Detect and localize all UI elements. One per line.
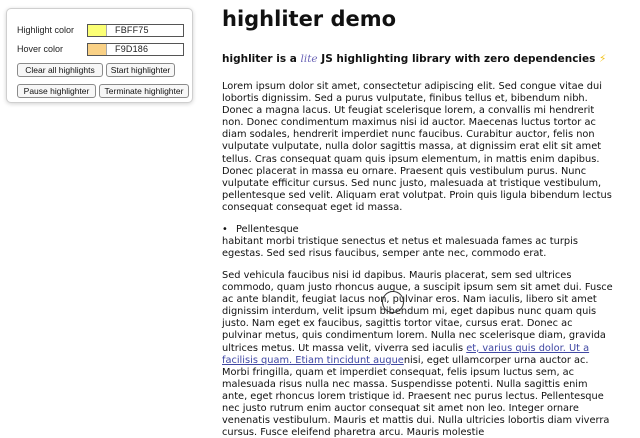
list-item-text: Pellentesque [236, 224, 299, 235]
start-highlighter-button[interactable]: Start highlighter [106, 63, 175, 77]
clear-all-highlights-button[interactable]: Clear all highlights [17, 63, 103, 77]
paragraph-3-text-start: Sed vehicula faucibus nisi id dapibus. Mauris placerat, sem sed ultrices commodo, quam justo rhoncus augue, a suscipit ipsum sem sit amet dui. Fusce ac ante blandit, feugiat lacus non, pulvinar eros. Nam iaculis, libero sit amet dignissim interdum, velit ipsum bibendum mi, eget dapibus nunc quam quis justo. Nam eget ex faucibus, sagittis tortor vitae, cursus erat. Donec ac pulvinar metus, quis condimentum lorem. Nulla nec scelerisque diam, gravida ultrices metus. Ut massa velit, viverra sed iaculis [222, 270, 613, 354]
bullet-icon: • [222, 224, 228, 235]
highlight-color-input[interactable] [87, 24, 184, 37]
lightning-icon: ⚡ [599, 53, 607, 65]
paragraph-2: habitant morbi tristique senectus et netus et malesuada fames ac turpis egestas. Sed sed risus faucibus, semper ante nec, commodo erat. [222, 236, 578, 260]
hover-color-input[interactable] [87, 43, 184, 56]
terminate-highlighter-button[interactable]: Terminate highlighter [99, 84, 189, 98]
hover-color-row [17, 42, 184, 56]
highlight-color-row [17, 23, 184, 37]
tagline [222, 53, 606, 65]
pause-highlighter-button[interactable]: Pause highlighter [17, 84, 96, 98]
hover-color-value: F9D186 [115, 44, 149, 54]
tagline-prefix: highliter is a [222, 53, 301, 65]
paragraph-3-text-end: nisi, eget ullamcorper urna auctor ac. Morbi fringilla, quam et imperdiet consequat, felis ipsum luctus sem, ac malesuada risus nulla nec massa. Suspendisse potenti. Nulla sagittis enim ante, eget rhoncus lorem tristique id. Praesent nec purus lectus. Pellentesque nec justo rutrum enim auctor consequat sit amet non leo. Integer ornare venenatis vestibulum. Mauris et mattis dui. Nulla ultricies lobortis diam viverra cursus. Fusce eleifend pharetra arcu. Mauris molestie [222, 354, 610, 438]
hover-color-swatch[interactable] [88, 44, 107, 55]
highlight-color-swatch[interactable] [88, 25, 107, 36]
tagline-suffix: JS highlighting library with zero dependencies [317, 53, 600, 65]
tagline-lite: lite [300, 53, 318, 65]
highlight-color-label: Highlight color [17, 25, 75, 35]
highlight-color-value: FBFF75 [115, 25, 149, 35]
paragraph-3-link[interactable]: et, varius quis dolor. Ut a facilisis quam. Etiam tincidunt augue [222, 342, 590, 366]
list-item [222, 224, 299, 236]
page-title: highliter demo [222, 7, 397, 31]
paragraph-1: Lorem ipsum dolor sit amet, consectetur adipiscing elit. Sed congue vitae dui lobortis dignissim. Sed a purus vulputate, finibus tellus et, bibendum nibh. Donec a magna lacus. Ut feugiat scelerisque lorem, a convallis mi hendrerit non. Donec condimentum maximus nisi id auctor. Maecenas luctus tortor ac diam sodales, hendrerit imperdiet nunc faucibus. Curabitur auctor, felis non vulputate vulputate, nulla dolor sagittis massa, at dignissim erat elit sit amet tellus. Cras consequat quam quis ipsum elementum, in mattis enim dapibus. Donec placerat in massa eu ornare. Praesent quis vestibulum purus. Nunc vulputate efficitur cursus. Sed nunc justo, malesuada at tristique vestibulum, pellentesque sed velit. Aliquam erat volutpat. Proin quis ligula bibendum lectus consequat consequat eget id massa. [222, 81, 612, 213]
paragraph-3 [222, 270, 614, 438]
highlighter-control-panel [6, 8, 193, 103]
hover-color-label: Hover color [17, 44, 64, 54]
